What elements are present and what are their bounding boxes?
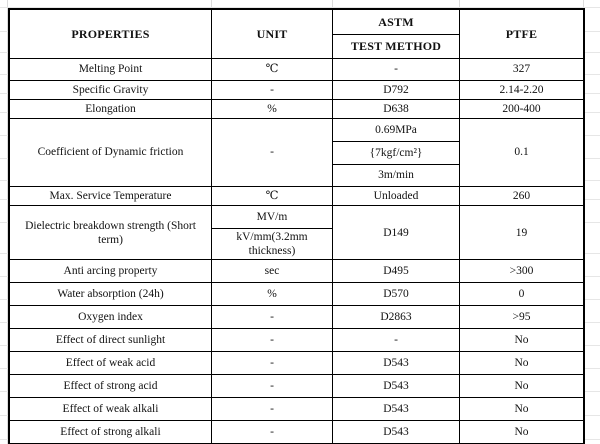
cell-astm: {7kgf/cm²} xyxy=(333,142,460,165)
cell-ptfe: No xyxy=(460,329,584,352)
cell-ptfe: 2.14-2.20 xyxy=(460,81,584,100)
cell-unit: ℃ xyxy=(212,59,333,81)
cell-property: Oxygen index xyxy=(10,306,212,329)
cell-ptfe: >95 xyxy=(460,306,584,329)
cell-astm: D543 xyxy=(333,375,460,398)
cell-property: Effect of strong acid xyxy=(10,375,212,398)
table-row xyxy=(10,283,584,306)
cell-property: Water absorption (24h) xyxy=(10,283,212,306)
cell-astm: D543 xyxy=(333,398,460,421)
cell-astm: 3m/min xyxy=(333,165,460,187)
cell-unit: sec xyxy=(212,260,333,283)
cell-astm: - xyxy=(333,329,460,352)
cell-astm: D792 xyxy=(333,81,460,100)
table-body xyxy=(10,59,584,444)
table-header xyxy=(10,10,584,59)
cell-unit: - xyxy=(212,81,333,100)
spec-table xyxy=(9,9,584,444)
cell-unit: - xyxy=(212,352,333,375)
cell-property: Elongation xyxy=(10,100,212,119)
table-row xyxy=(10,375,584,398)
header-unit: UNIT xyxy=(212,10,333,59)
table-row xyxy=(10,352,584,375)
cell-astm: D570 xyxy=(333,283,460,306)
cell-astm: Unloaded xyxy=(333,187,460,206)
cell-astm: D543 xyxy=(333,421,460,444)
cell-astm: D495 xyxy=(333,260,460,283)
cell-astm: - xyxy=(333,59,460,81)
cell-unit: - xyxy=(212,375,333,398)
cell-astm: D149 xyxy=(333,206,460,260)
cell-property: Anti arcing property xyxy=(10,260,212,283)
cell-unit: - xyxy=(212,421,333,444)
table-row xyxy=(10,187,584,206)
header-astm: ASTM xyxy=(333,10,460,35)
cell-unit: MV/m xyxy=(212,206,333,229)
cell-property: Melting Point xyxy=(10,59,212,81)
cell-ptfe: No xyxy=(460,398,584,421)
cell-ptfe: 19 xyxy=(460,206,584,260)
header-astm-test-method: TEST METHOD xyxy=(333,35,460,59)
header-ptfe: PTFE xyxy=(460,10,584,59)
grid-line-horizontal xyxy=(0,7,600,8)
cell-unit: - xyxy=(212,329,333,352)
cell-ptfe: No xyxy=(460,352,584,375)
material-properties-table xyxy=(9,9,583,439)
cell-unit: kV/mm(3.2mm thickness) xyxy=(212,229,333,260)
table-row xyxy=(10,206,584,229)
cell-property: Effect of direct sunlight xyxy=(10,329,212,352)
table-row xyxy=(10,260,584,283)
cell-ptfe: No xyxy=(460,421,584,444)
cell-ptfe: >300 xyxy=(460,260,584,283)
cell-unit: % xyxy=(212,283,333,306)
cell-ptfe: 200-400 xyxy=(460,100,584,119)
cell-ptfe: 0.1 xyxy=(460,119,584,187)
cell-astm: D638 xyxy=(333,100,460,119)
cell-property: Max. Service Temperature xyxy=(10,187,212,206)
cell-astm: D2863 xyxy=(333,306,460,329)
cell-unit: - xyxy=(212,398,333,421)
table-row xyxy=(10,59,584,81)
cell-property: Effect of strong alkali xyxy=(10,421,212,444)
cell-property: Coefficient of Dynamic friction xyxy=(10,119,212,187)
cell-property: Effect of weak alkali xyxy=(10,398,212,421)
table-row xyxy=(10,100,584,119)
cell-astm: 0.69MPa xyxy=(333,119,460,142)
cell-unit: ℃ xyxy=(212,187,333,206)
cell-property: Effect of weak acid xyxy=(10,352,212,375)
header-properties: PROPERTIES xyxy=(10,10,212,59)
cell-unit: - xyxy=(212,306,333,329)
table-row xyxy=(10,306,584,329)
table-row xyxy=(10,329,584,352)
table-row xyxy=(10,421,584,444)
header-row-1 xyxy=(10,10,584,35)
cell-astm: D543 xyxy=(333,352,460,375)
table-row xyxy=(10,119,584,142)
table-row xyxy=(10,81,584,100)
cell-ptfe: 260 xyxy=(460,187,584,206)
cell-unit: - xyxy=(212,119,333,187)
cell-property: Specific Gravity xyxy=(10,81,212,100)
cell-property: Dielectric breakdown strength (Short term) xyxy=(10,206,212,260)
cell-ptfe: 0 xyxy=(460,283,584,306)
table-row xyxy=(10,398,584,421)
cell-unit: % xyxy=(212,100,333,119)
cell-ptfe: No xyxy=(460,375,584,398)
cell-ptfe: 327 xyxy=(460,59,584,81)
